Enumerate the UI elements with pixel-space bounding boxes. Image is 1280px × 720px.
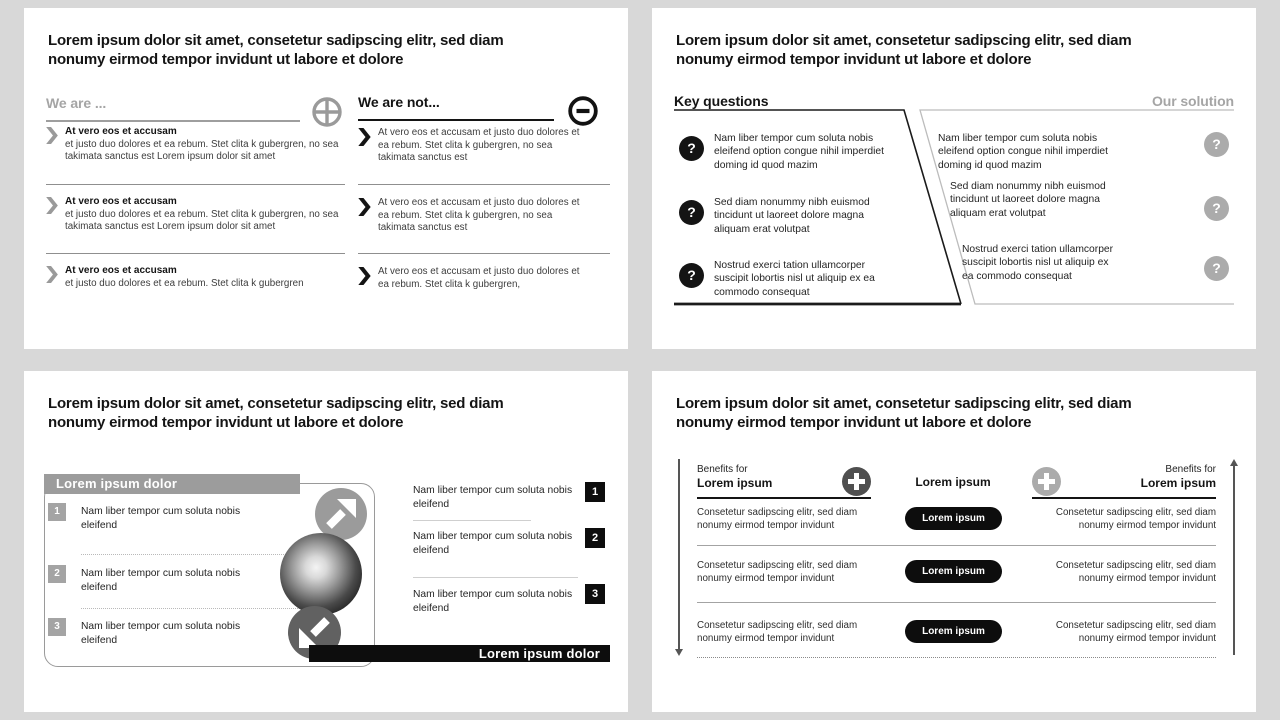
minus-circle-icon (567, 95, 599, 127)
pill-button[interactable]: Lorem ipsum (905, 560, 1002, 583)
benefit-text: Consetetur sadipscing elitr, sed diam nonumy eirmod tempor invidunt (1055, 560, 1216, 584)
question-icon: ? (1204, 132, 1229, 157)
list-item-text: Nam liber tempor cum soluta nobis eleifend (413, 589, 573, 614)
list-item-text: Nam liber tempor cum soluta nobis eleifend (81, 621, 241, 646)
header-bar: Lorem ipsum dolor (44, 474, 300, 494)
center-column-heading: Lorem ipsum (915, 475, 991, 489)
slide-2-key-questions[interactable] (652, 8, 1256, 349)
we-are-underline (46, 120, 300, 122)
header-underline (1032, 497, 1216, 499)
item-title: At vero eos et accusam (65, 196, 177, 207)
chevron-icon (46, 127, 58, 144)
benefits-for-name: Lorem ipsum (697, 476, 773, 490)
divider (358, 253, 610, 254)
benefit-text: Consetetur sadipscing elitr, sed diam nonumy eirmod tempor invidunt (697, 507, 858, 531)
slide-title-line1: Lorem ipsum dolor sit amet, consetetur sadipscing elitr, sed diam (48, 32, 504, 49)
we-are-not-item (358, 197, 606, 235)
item-body: et justo duo dolores et ea rebum. Stet clita k gubergren, no sea takimata sanctus est Lorem ipsum dolor sit amet (65, 208, 339, 233)
item-body: At vero eos et accusam et justo duo dolores et ea rebum. Stet clita k gubergren, (378, 266, 580, 290)
we-are-heading: We are ... (46, 95, 107, 111)
down-arrow-line (678, 459, 680, 649)
item-title: At vero eos et accusam (65, 265, 177, 276)
we-are-item (46, 196, 340, 234)
we-are-not-heading: We are not... (358, 94, 440, 110)
we-are-not-underline (358, 119, 554, 121)
chevron-icon (358, 267, 371, 285)
number-badge: 2 (585, 528, 605, 548)
we-are-item (46, 265, 340, 290)
solution-text: Nostrud exerci tation ullamcorper suscipit lobortis nisl ut aliquip ex ea commodo consequat (962, 244, 1114, 282)
question-icon: ? (1204, 196, 1229, 221)
divider (697, 545, 1216, 546)
divider (697, 602, 1216, 603)
dotted-divider (697, 657, 1216, 658)
number-badge: 1 (585, 482, 605, 502)
chevron-icon (46, 266, 58, 283)
slide-title (676, 395, 1241, 433)
benefits-for-name: Lorem ipsum (1140, 476, 1216, 490)
benefits-for-label: Benefits for (697, 464, 748, 475)
benefit-text: Consetetur sadipscing elitr, sed diam nonumy eirmod tempor invidunt (1055, 620, 1216, 644)
slide-4-benefits[interactable] (652, 371, 1256, 712)
item-title: At vero eos et accusam (65, 126, 177, 137)
chevron-icon (46, 197, 58, 214)
down-arrowhead-icon (675, 649, 683, 656)
slide-1-we-are[interactable] (24, 8, 628, 349)
chevron-icon (358, 128, 371, 146)
question-text: Sed diam nonummy nibh euismod tincidunt ut laoreet dolore magna aliquam erat volutpat (714, 197, 870, 235)
pill-button[interactable]: Lorem ipsum (905, 620, 1002, 643)
we-are-item (46, 126, 340, 164)
up-arrowhead-icon (1230, 459, 1238, 466)
item-body: At vero eos et accusam et justo duo dolores et ea rebum. Stet clita k gubergren, no sea takimata sanctus est (378, 127, 580, 164)
divider (46, 184, 345, 185)
list-item-text: Nam liber tempor cum soluta nobis eleifend (413, 531, 573, 556)
our-solution-heading: Our solution (1151, 93, 1234, 109)
number-badge: 2 (48, 565, 66, 583)
slide-title-line1: Lorem ipsum dolor sit amet, consetetur sadipscing elitr, sed diam (676, 32, 1132, 49)
item-body: et justo duo dolores et ea rebum. Stet clita k gubergren, no sea takimata sanctus est Lorem ipsum dolor sit amet (65, 138, 339, 163)
slide-title-line1: Lorem ipsum dolor sit amet, consetetur sadipscing elitr, sed diam (48, 395, 504, 412)
plus-circle-icon (842, 467, 871, 496)
slide-title-line2: nonumy eirmod tempor invidunt ut labore et dolore (48, 50, 404, 68)
footer-bar: Lorem ipsum dolor (309, 645, 610, 662)
binary-sphere-image (280, 533, 362, 615)
question-text: Nam liber tempor cum soluta nobis eleifend option congue nihil imperdiet doming id quod mazim (714, 133, 885, 171)
pill-button[interactable]: Lorem ipsum (905, 507, 1002, 530)
solution-text: Nam liber tempor cum soluta nobis eleifend option congue nihil imperdiet doming id quod mazim (938, 133, 1109, 171)
chevron-icon (358, 198, 371, 216)
key-questions-heading: Key questions (674, 93, 769, 109)
slide-title-line1: Lorem ipsum dolor sit amet, consetetur sadipscing elitr, sed diam (676, 395, 1132, 412)
item-body: At vero eos et accusam et justo duo dolores et ea rebum. Stet clita k gubergren, no sea takimata sanctus est (378, 197, 580, 234)
benefit-text: Consetetur sadipscing elitr, sed diam nonumy eirmod tempor invidunt (697, 620, 858, 644)
question-icon: ? (679, 200, 704, 225)
solution-text: Sed diam nonummy nibh euismod tincidunt ut laoreet dolore magna aliquam erat volutpat (950, 181, 1106, 219)
question-icon: ? (679, 136, 704, 161)
number-badge: 3 (48, 618, 66, 636)
slide-title-line2: nonumy eirmod tempor invidunt ut labore et dolore (676, 50, 1032, 68)
plus-circle-icon (310, 95, 344, 129)
slide-title (48, 32, 613, 70)
list-item-text: Nam liber tempor cum soluta nobis eleifend (81, 506, 241, 531)
benefits-for-label: Benefits for (1165, 464, 1216, 475)
question-text: Nostrud exerci tation ullamcorper suscipit lobortis nisl ut aliquip ex ea commodo consequat (714, 260, 875, 298)
header-underline (697, 497, 871, 499)
up-arrow-line (1233, 465, 1235, 655)
number-badge: 3 (585, 584, 605, 604)
we-are-not-item (358, 266, 606, 291)
slide-title-line2: nonumy eirmod tempor invidunt ut labore et dolore (676, 413, 1032, 431)
we-are-not-item (358, 127, 606, 165)
question-icon: ? (1204, 256, 1229, 281)
question-icon: ? (679, 263, 704, 288)
benefit-text: Consetetur sadipscing elitr, sed diam nonumy eirmod tempor invidunt (697, 560, 858, 584)
divider (46, 253, 345, 254)
list-item-text: Nam liber tempor cum soluta nobis eleifend (413, 485, 573, 510)
item-body: et justo duo dolores et ea rebum. Stet clita k gubergren (65, 277, 304, 289)
divider (413, 520, 531, 521)
slide-3-numbered-list[interactable] (24, 371, 628, 712)
slide-title (48, 395, 613, 433)
divider (358, 184, 610, 185)
number-badge: 1 (48, 503, 66, 521)
benefit-text: Consetetur sadipscing elitr, sed diam nonumy eirmod tempor invidunt (1055, 507, 1216, 531)
list-item-text: Nam liber tempor cum soluta nobis eleifend (81, 568, 241, 593)
slide-title-line2: nonumy eirmod tempor invidunt ut labore et dolore (48, 413, 404, 431)
divider (413, 577, 578, 578)
